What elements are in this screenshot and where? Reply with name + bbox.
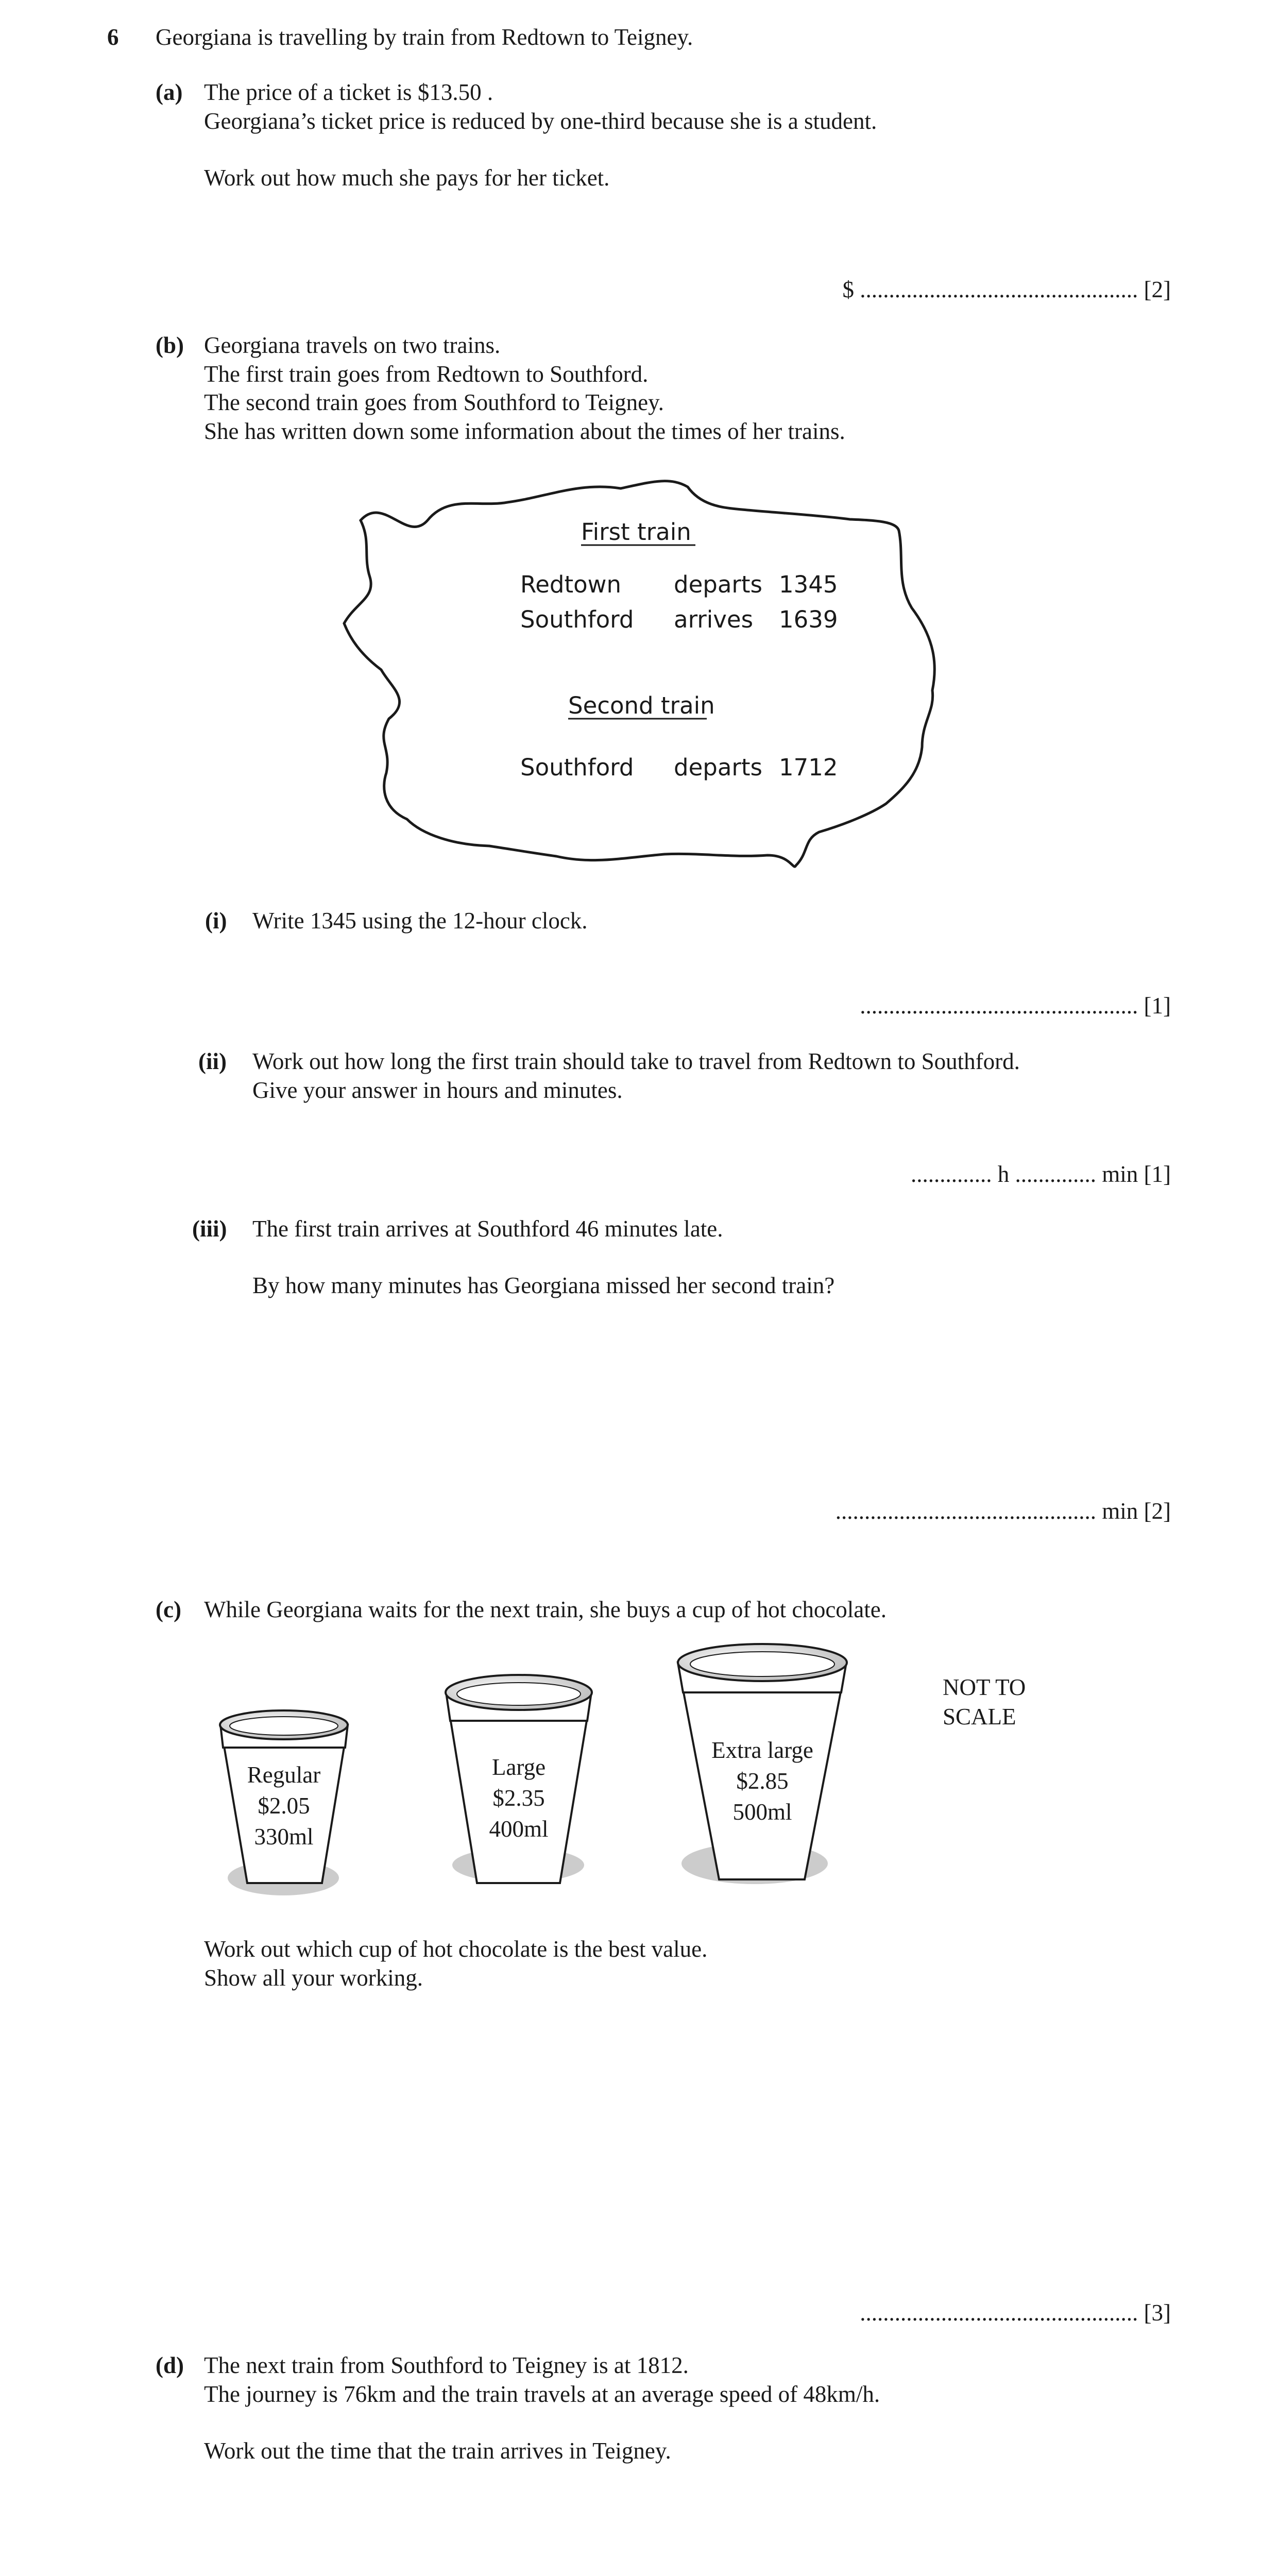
part-b-line3: The second train goes from Southford to Teigney. xyxy=(204,389,664,415)
part-b-iii-label: (iii) xyxy=(192,1216,227,1242)
part-b-i-answer-line[interactable]: ................................................ [1] xyxy=(860,993,1171,1019)
regular-cup-price: $2.05 xyxy=(258,1793,310,1819)
row3-time: 1712 xyxy=(779,754,838,781)
row2-place: Southford xyxy=(520,606,634,633)
row1-place: Redtown xyxy=(520,571,621,598)
part-c-intro: While Georgiana waits for the next train, she buys a cup of hot chocolate. xyxy=(204,1597,887,1622)
part-b-iii-line2: By how many minutes has Georgiana missed her second train? xyxy=(252,1273,835,1298)
first-train-heading: First train xyxy=(581,518,691,546)
part-d-label: (d) xyxy=(156,2352,184,2378)
extra-large-cup-price: $2.85 xyxy=(736,1768,789,1794)
part-b-i-text: Write 1345 using the 12-hour clock. xyxy=(252,908,588,934)
extra-large-cup-icon xyxy=(678,1644,847,1884)
row1-time: 1345 xyxy=(779,571,838,598)
row3-place: Southford xyxy=(520,754,634,781)
part-b-ii-line1: Work out how long the first train should take to travel from Redtown to Southford. xyxy=(252,1048,1020,1074)
not-to-scale-line2: SCALE xyxy=(943,1704,1016,1730)
not-to-scale-line1: NOT TO xyxy=(943,1674,1026,1700)
large-cup-name: Large xyxy=(491,1754,546,1780)
part-d-line1: The next train from Southford to Teigney is at 1812. xyxy=(204,2352,689,2378)
regular-cup-volume: 330ml xyxy=(254,1824,314,1850)
extra-large-cup-volume: 500ml xyxy=(732,1799,792,1825)
question-number: 6 xyxy=(107,24,119,50)
part-c-line1: Work out which cup of hot chocolate is the best value. xyxy=(204,1936,708,1962)
question-intro: Georgiana is travelling by train from Redtown to Teigney. xyxy=(156,24,693,50)
large-cup-volume: 400ml xyxy=(489,1816,549,1842)
part-b-line2: The first train goes from Redtown to Southford. xyxy=(204,361,649,387)
part-a-instruction: Work out how much she pays for her ticket. xyxy=(204,165,610,191)
row3-action: departs xyxy=(674,754,762,781)
part-b-line4: She has written down some information about the times of her trains. xyxy=(204,418,845,444)
part-b-ii-line2: Give your answer in hours and minutes. xyxy=(252,1077,623,1103)
part-a-line2: Georgiana’s ticket price is reduced by one-third because she is a student. xyxy=(204,108,877,134)
part-a-line1: The price of a ticket is $13.50 . xyxy=(204,79,493,105)
extra-large-cup-name: Extra large xyxy=(711,1737,813,1763)
row2-time: 1639 xyxy=(779,606,838,633)
row2-action: arrives xyxy=(674,606,754,633)
part-b-i-label: (i) xyxy=(205,908,227,934)
part-a-answer-line[interactable]: $ ................................................ [2] xyxy=(842,277,1171,302)
part-b-ii-answer-line[interactable]: .............. h .............. min [1] xyxy=(911,1161,1171,1187)
part-c-line2: Show all your working. xyxy=(204,1965,423,1991)
part-c-label: (c) xyxy=(156,1597,181,1622)
part-b-iii-answer-line[interactable]: ............................................. min [2] xyxy=(835,1498,1171,1524)
part-b-label: (b) xyxy=(156,332,184,358)
part-d-line2: The journey is 76km and the train travels at an average speed of 48km/h. xyxy=(204,2381,880,2407)
part-a-label: (a) xyxy=(156,79,183,105)
part-b-ii-label: (ii) xyxy=(198,1048,227,1074)
part-d-instruction: Work out the time that the train arrives in Teigney. xyxy=(204,2438,671,2464)
part-c-answer-line[interactable]: ................................................ [3] xyxy=(860,2300,1171,2326)
part-b-iii-line1: The first train arrives at Southford 46 minutes late. xyxy=(252,1216,723,1242)
part-b-line1: Georgiana travels on two trains. xyxy=(204,332,501,358)
regular-cup-name: Regular xyxy=(247,1762,321,1788)
large-cup-price: $2.35 xyxy=(492,1785,545,1811)
second-train-heading: Second train xyxy=(568,692,715,719)
row1-action: departs xyxy=(674,571,762,598)
